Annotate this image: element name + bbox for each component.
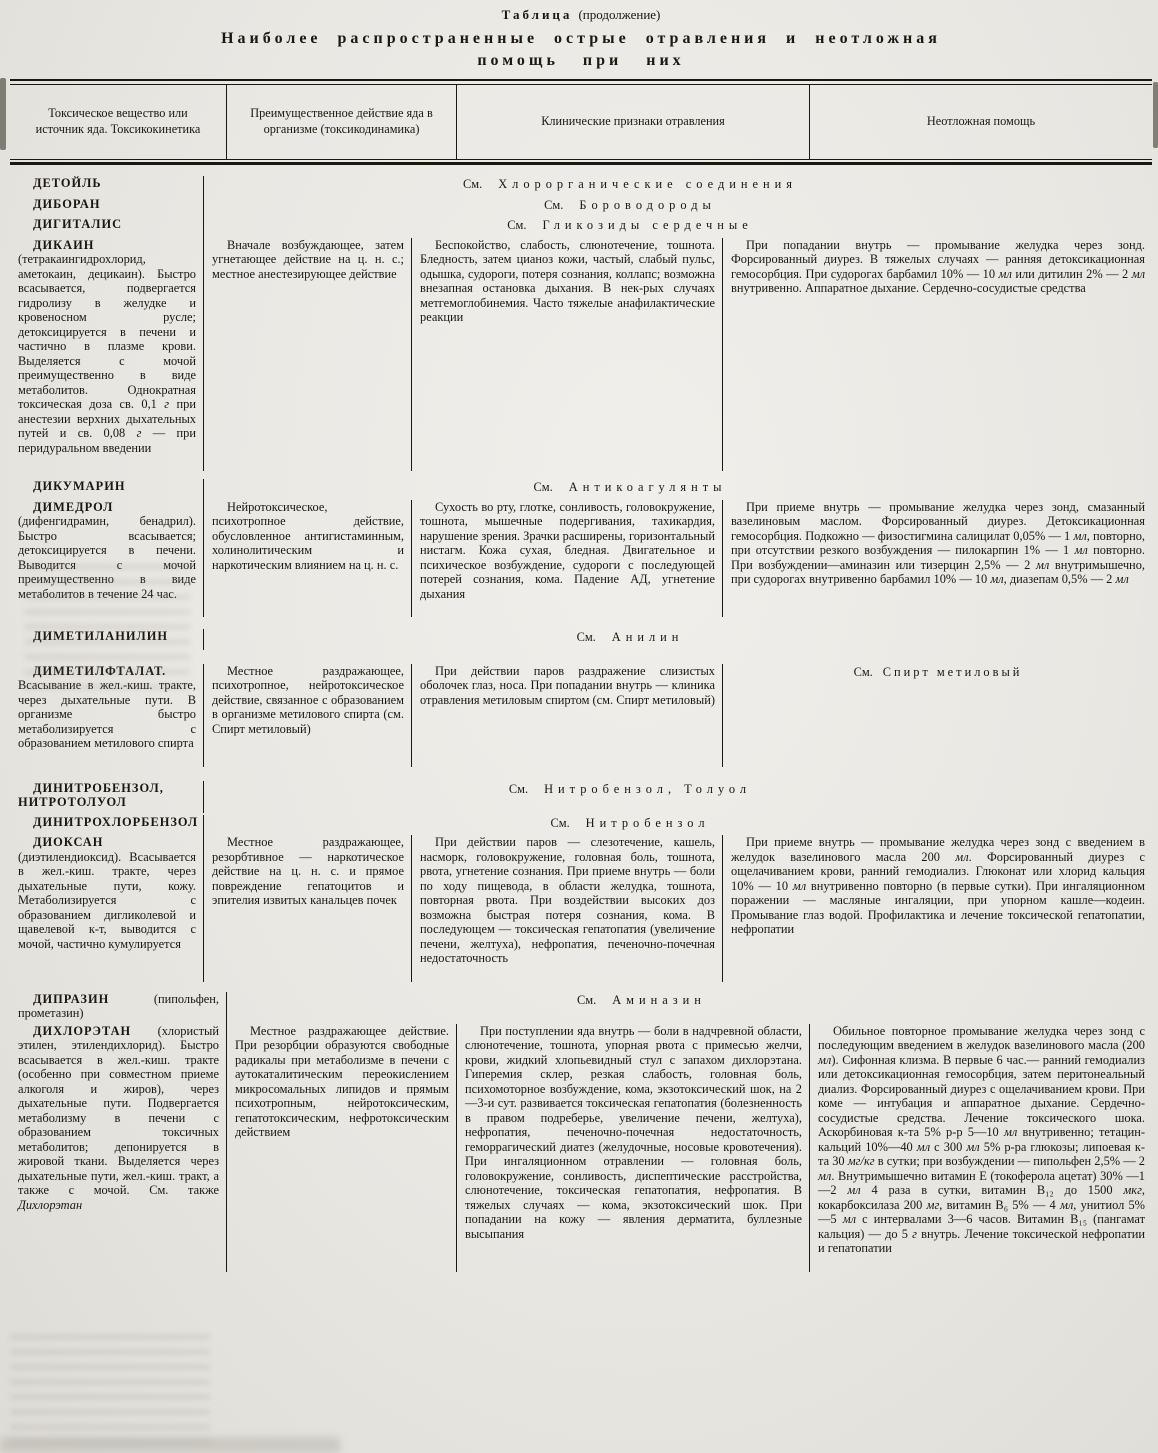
- help-cell: [723, 500, 1152, 618]
- drug-name: ДИМЕТИЛФТАЛАТ.: [33, 663, 167, 678]
- toxin-text: [18, 814, 199, 830]
- clinic-text: Сухость во рту, глотке, сонливость, головокружение, тошнота, мышечные подергивания, тахикардия, нарушение зрения. Зрачки расширены, горизонтальный нистагм. Кожа сухая, бледная. Двигательное и психическое возбуждение, судороги с последующей потерей сознания, кома. Падение АД, угнетение дыхания: [420, 499, 715, 601]
- help-cell: [723, 664, 1152, 767]
- action-text: Нейротоксическое, психотропное действие, обусловленное антигистаминным, холинолитическим и наркотическим влиянием на ц. н. с.: [212, 499, 404, 572]
- toxin-text: [18, 176, 196, 191]
- table-row: [10, 992, 1152, 1024]
- toxin-cell: [10, 238, 204, 472]
- see-reference-cell: [227, 992, 1152, 1024]
- see-target: Хлорорганические соединения: [498, 177, 797, 191]
- see-target: Бороводороды: [579, 197, 716, 212]
- header-toxin-column: Токсическое вещество или источник яда. Токсикокинетика: [10, 85, 227, 159]
- toxin-text: ДИМЕДРОЛ (дифенгидрамин, бенадрил). Быстро всасывается; детоксицируется в печени. Выводится с мочой преимущественно в виде метаболитов в течение 24 час.: [18, 499, 196, 601]
- see-target: Нитробензол, Толуол: [544, 781, 752, 796]
- see-target: Антикоагулянты: [568, 480, 727, 494]
- clinic-cell: [412, 835, 723, 982]
- toxin-text: ДИОКСАН (диэтилендиоксид). Всасывается в жел.-киш. тракте, через дыхательные пути, кожу. Метаболизируется с образованием дигликолевой и щавелевой к-т, выводится с мочой, частично кумулируется: [18, 835, 196, 951]
- see-target: Нитробензол: [585, 815, 710, 830]
- action-text: Местное раздражающее действие. При резорбции образуются свободные радикалы при метаболизме в печени с аутокаталитическим переокислением микросомальных липидов и прямым психотропным, нейротоксическим, гепатотоксическим, нефротоксическим действием: [235, 1023, 449, 1139]
- page-title-line1: Наиболее распространенные острые отравления и неотложная: [221, 30, 941, 47]
- toxin-cell: [10, 1024, 227, 1272]
- see-reference: [544, 198, 716, 213]
- toxin-text: [18, 781, 196, 810]
- toxin-text: ДИПРАЗИН (пипольфен, прометазин): [18, 991, 219, 1020]
- action-cell: [204, 664, 412, 767]
- toxin-cell: [10, 992, 227, 1024]
- table-row: [10, 217, 1152, 238]
- toxin-text: ДИМЕТИЛФТАЛАТ. Всасывание в жел.-киш. тракте, через дыхательные пути. В организме быстро метаболизируется с образованием метилового спирта: [18, 663, 196, 750]
- table-row: [10, 629, 1152, 650]
- table-header-row: [10, 85, 1152, 159]
- action-cell: [227, 1024, 457, 1272]
- table-caption-continuation: (продолжение): [578, 7, 661, 22]
- drug-name: ДЕТОЙЛЬ: [33, 176, 102, 190]
- see-reference: [577, 993, 706, 1008]
- see-target: Гликозиды сердечные: [542, 218, 753, 232]
- header-clinic-column: Клинические признаки отравления: [457, 85, 810, 159]
- toxin-text: [18, 197, 196, 212]
- table-row: [10, 1024, 1152, 1272]
- table-row: [10, 664, 1152, 767]
- drug-name: ДИОКСАН: [33, 835, 104, 849]
- header-action-column: Преимущественное действие яда в организме (токсикодинамика): [227, 85, 457, 159]
- drug-name: ДИХЛОРЭТАН: [33, 1023, 132, 1038]
- toxin-cell: [10, 176, 204, 197]
- see-label: См.: [550, 815, 570, 830]
- table-row: [10, 197, 1152, 218]
- see-reference-cell: [204, 815, 1152, 836]
- page-title-line2: помощь при них: [477, 52, 685, 69]
- table-header-rule: [10, 159, 1152, 165]
- help-text: При попадании внутрь — промывание желудка через зонд. Форсированный диурез. В тяжелых случаях — ранняя детоксикационная гемосорбция. При судорогах барбамил 10% — 10 мл или дитилин 2% — 2 мл внутривенно. Аппаратное дыхание. Сердечно-сосудистые средства: [731, 237, 1146, 295]
- drug-name: ДИНИТРОБЕНЗОЛ, НИТРОТОЛУОЛ: [18, 780, 164, 809]
- clinic-text: Беспокойство, слабость, слюнотечение, тошнота. Бледность, затем цианоз кожи, частый, слабый пульс, одышка, судороги, потеря сознания, коллапс; возможна внезапная остановка дыхания. В нек-рых случаях метгемоглобинемия. Часто тяжелые анафилактические реакции: [420, 237, 715, 324]
- help-cell: [810, 1024, 1152, 1272]
- see-reference: [577, 630, 684, 645]
- see-label: См.: [577, 992, 597, 1007]
- action-text: Вначале возбуждающее, затем угнетающее действие на ц. н. с.; местное анестезирующее действие: [212, 237, 404, 281]
- toxin-cell: [10, 664, 204, 767]
- table-body: [10, 176, 1152, 1272]
- clinic-text: При действии паров — слезотечение, кашель, насморк, головокружение, головная боль, тошнота, рвота, угнетение сознания. При приеме внутрь — боли по ходу пищевода, в области желудка, тошнота, повторная рвота. При воздействии высоких доз возможна быстрая потеря сознания, кома. В последующем — токсическая гепатопатия (увеличение печени, желтуха), нефропатия, печеночно-почечная недостаточность: [420, 835, 715, 965]
- see-label: См.: [508, 781, 529, 796]
- see-target: Анилин: [611, 630, 684, 644]
- action-cell: [204, 238, 412, 472]
- drug-name: ДИКАИН: [33, 237, 95, 252]
- help-see-reference: [731, 664, 1145, 680]
- see-reference: [507, 218, 752, 233]
- toxin-cell: [10, 500, 204, 618]
- clinic-text: При поступлении яда внутрь — боли в надчревной области, слюнотечение, тошнота, упорная рвота с примесью желчи, крови, жидкий хлопьевидный стул с запахом дихлорэтана. Гиперемия склер, резкая слабость, головная боль, психомоторное возбуждение, кома, экзотоксический шок, на 2—3-и сут. развивается токсическая гепатопатия (болезненность в правом подреберье, увеличение печени, желтуха), нефропатия, печеночно-почечная недостаточность, геморрагический диатез (желудочные, носовые кровотечения). При ингаляционном отравлении — головная боль, головокружение, сонливость, диспептические расстройства, слюнотечение, токсическая гепатопатия, нефропатия. В тяжелых случаях — кома, экзотоксический шок. При попадании на кожу — явления дерматита, буллезные высыпания: [465, 1023, 802, 1241]
- drug-name: ДИПРАЗИН: [33, 991, 110, 1006]
- toxin-cell: [10, 197, 204, 218]
- table-row: [10, 479, 1152, 500]
- table-row: [10, 176, 1152, 197]
- see-reference: [509, 782, 751, 797]
- see-target: Аминазин: [612, 992, 706, 1007]
- drug-name: ДИМЕТИЛАНИЛИН: [33, 629, 168, 643]
- clinic-cell: [412, 238, 723, 472]
- toxin-cell: [10, 479, 204, 500]
- scan-edge-smudge-left: [0, 78, 6, 150]
- toxin-text: [18, 629, 196, 644]
- toxin-text: ДИХЛОРЭТАН (хлористый этилен, этилендихлорид). Быстро всасывается в жел.-киш. тракте (особенно при совместном приеме алкоголя и жиров), через дыхательные пути. Подвергается метаболизму в печени с образованием токсичных метаболитов; депонируется в жировой ткани. Выделяется через дыхательные пути, жел.-киш. тракт, а также с мочой. См. также Дихлорэтан: [18, 1023, 219, 1212]
- toxin-cell: [10, 781, 204, 813]
- drug-name: ДИБОРАН: [33, 196, 101, 211]
- drug-name: ДИМЕДРОЛ: [33, 499, 114, 514]
- table-row: [10, 835, 1152, 982]
- see-label: См.: [853, 664, 873, 679]
- action-cell: [204, 500, 412, 618]
- help-cell: [723, 238, 1152, 472]
- action-cell: [204, 835, 412, 982]
- scan-edge-smudge-right: [1153, 82, 1158, 148]
- toxin-cell: [10, 217, 204, 238]
- see-reference-cell: [204, 176, 1152, 197]
- table-caption-word: Таблица: [501, 7, 573, 22]
- help-text: При приеме внутрь — промывание желудка через зонд, смазанный вазелиновым маслом. Форсированный диурез. Детоксикационная гемосорбция. Подкожно — физостигмина салицилат 0,05% — 1 мл, повторно, при отсутствии резкого возбуждения — пилокарпин 1% — 1 мл повторно. При возбуждении—аминазин или тизерцин 2,5% — 2 мл внутримышечно, при судорогах внутривенно барбамил 10% — 10 мл, диазепам 0,5% — 2 мл: [731, 499, 1145, 586]
- see-reference: [463, 177, 797, 192]
- drug-name: ДИКУМАРИН: [33, 479, 126, 493]
- toxin-cell: [10, 835, 204, 982]
- clinic-cell: [412, 664, 723, 767]
- table-row: [10, 815, 1152, 836]
- help-text: При приеме внутрь — промывание желудка через зонд с введением в желудок вазелинового масла 200 мл. Форсированный диурез с ощелачиванием крови, ранний гемодиализ. Глюконат или хлорид кальция 10% — 10 мл внутривенно повторно (в первые сутки). При ингаляционном поражении — масляные ингаляции, при упорном кашле—кодеин. Промывание глаз водой. Профилактика и лечение токсической гепатопатии, нефропатии: [731, 835, 1145, 936]
- see-reference-cell: [204, 629, 1152, 650]
- see-reference: [550, 816, 709, 831]
- see-reference-cell: [204, 479, 1152, 500]
- table-row: [10, 500, 1152, 618]
- clinic-cell: [457, 1024, 810, 1272]
- toxin-text: ДИКАИН (тетракаингидрохлорид, аметокаин, децикаин). Быстро всасывается, подвергается гидролизу в желудке и кровеносном русле; детоксицируется в печени и частично в плазме крови. Выделяется с мочой преимущественно в виде метаболитов. Однократная токсическая доза св. 0,1 г при анестезии верхних дыхательных путей и св. 0,08 г — при перидуральном введении: [18, 237, 196, 455]
- scan-bottom-shadow: [0, 1437, 340, 1453]
- table-row: [10, 781, 1152, 813]
- clinic-cell: [412, 500, 723, 618]
- action-text: Местное раздражающее, психотропное, нейротоксическое действие, связанное с образованием в организме метилового спирта (см. Спирт метиловый): [212, 663, 404, 736]
- see-target: Спирт метиловый: [882, 664, 1023, 679]
- help-text: Обильное повторное промывание желудка через зонд с последующим введением в желудок вазелинового масла (200 мл). Сифонная клизма. В первые 6 час.— ранний гемодиализ или детоксикационная гемосорбция, затем перитонеальный диализ. Форсированный диурез с ощелачиванием крови. При коме — интубация и аппаратное дыхание. Сердечно-сосудистые средства. Лечение токсического шока. Аскорбиновая к-та 5% р-р 5—10 мл внутривенно; тетацин-кальций 10%—40 мл с 300 мл 5% р-ра глюкозы; липоевая к-та 30 мг/кг в сутки; при возбуждении — пипольфен 2,5% — 2 мл. Внутримышечно витамин Е (токоферола ацетат) 30% —1—2 мл 4 раза в сутки, витамин В₁₂ до 1500 мкг, кокарбоксилаза 200 мг, витамин В₆ 5% — 4 мл, унитиол 5% —5 мл с интервалами 3—6 часов. Витамин В₁₅ (пангамат кальция) — до 5 г внутрь. Лечение токсической нефропатии и гепатопатии: [818, 1023, 1146, 1255]
- see-label: См.: [533, 480, 553, 494]
- see-reference-cell: [204, 217, 1152, 238]
- drug-name: ДИГИТАЛИС: [33, 217, 123, 231]
- see-reference-cell: [204, 197, 1152, 218]
- drug-name: ДИНИТРОХЛОРБЕНЗОЛ: [33, 814, 199, 829]
- see-label: См.: [463, 177, 483, 191]
- toxin-text: [18, 479, 196, 494]
- clinic-text: При действии паров раздражение слизистых оболочек глаз, носа. При попадании внутрь — клиника отравления метиловым спиртом (см. Спирт метиловый): [420, 663, 715, 707]
- table-caption: [10, 7, 1152, 23]
- action-text: Местное раздражающее, резорбтивное — наркотическое действие на ц. н. с. и прямое повреждение гепатоцитов и эпителия извитых канальцев почек: [212, 835, 404, 907]
- table-row: [10, 238, 1152, 472]
- see-label: См.: [544, 197, 564, 212]
- toxin-text: [18, 217, 196, 232]
- see-reference: [534, 480, 727, 495]
- see-label: См.: [507, 218, 527, 232]
- see-label: См.: [576, 630, 596, 644]
- help-cell: [723, 835, 1152, 982]
- toxin-cell: [10, 815, 204, 836]
- see-reference-cell: [204, 781, 1152, 813]
- header-help-column: Неотложная помощь: [926, 114, 1036, 128]
- toxin-cell: [10, 629, 204, 650]
